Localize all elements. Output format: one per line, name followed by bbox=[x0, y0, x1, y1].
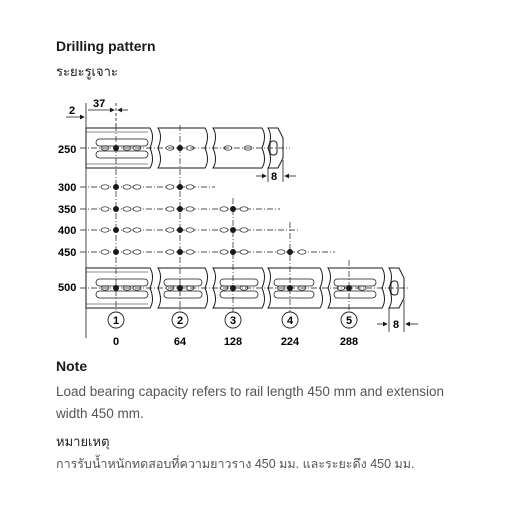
position-value: 224 bbox=[280, 336, 300, 348]
length-label: 450 bbox=[58, 247, 77, 259]
note-title: Note bbox=[56, 358, 88, 374]
position-number: 3 bbox=[229, 315, 237, 327]
length-label: 250 bbox=[58, 144, 77, 156]
dim-end-top-group bbox=[256, 160, 296, 183]
position-number: 1 bbox=[112, 315, 120, 327]
row-holes bbox=[101, 185, 306, 254]
position-value: 288 bbox=[339, 336, 359, 348]
length-labels bbox=[58, 144, 76, 294]
position-value: 128 bbox=[223, 336, 243, 348]
page-subtitle-thai: ระยะรูเจาะ bbox=[56, 64, 118, 79]
note-text-thai: การรับน้ำหนักทดสอบที่ความยาวราง 450 มม. และระยะดึง 450 มม. bbox=[56, 457, 415, 471]
position-number: 4 bbox=[286, 315, 294, 327]
hole-rows bbox=[80, 148, 410, 288]
length-label: 400 bbox=[58, 225, 77, 237]
position-markers bbox=[108, 312, 358, 348]
length-label: 300 bbox=[58, 182, 77, 194]
position-value: 0 bbox=[112, 336, 120, 348]
position-number: 5 bbox=[345, 315, 353, 327]
length-label: 350 bbox=[58, 204, 77, 216]
dim-offset-left: 2 bbox=[69, 105, 76, 117]
length-label: 500 bbox=[58, 282, 77, 294]
dim-first-hole: 37 bbox=[93, 98, 106, 110]
mounting-holes bbox=[113, 145, 352, 291]
top-dimensions bbox=[66, 98, 128, 128]
position-value: 64 bbox=[173, 336, 187, 348]
page-title: Drilling pattern bbox=[56, 38, 156, 54]
note-text-en: Load bearing capacity refers to rail length 450 mm and extension width 450 mm. bbox=[56, 384, 444, 421]
dim-end-bottom: 8 bbox=[393, 319, 400, 331]
position-number: 2 bbox=[176, 315, 184, 327]
dim-end-top: 8 bbox=[271, 171, 278, 183]
note-title-thai: หมายเหตุ bbox=[56, 434, 110, 449]
